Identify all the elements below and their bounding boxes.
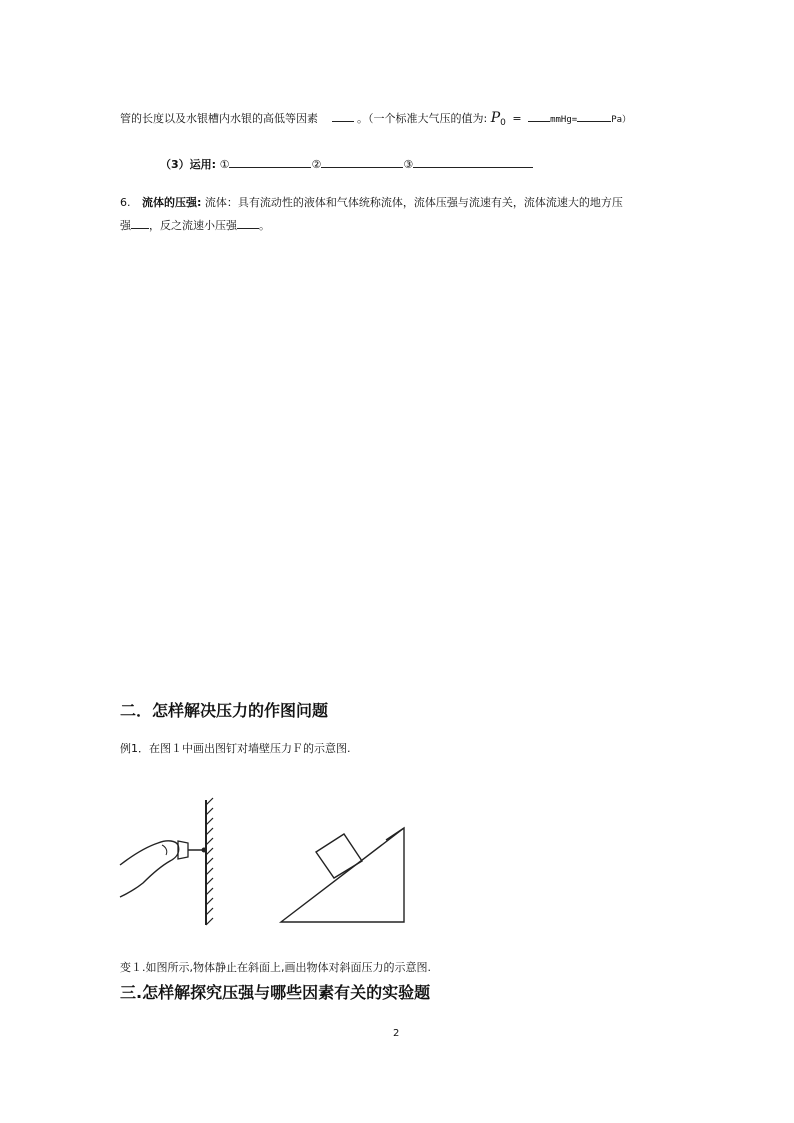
marker-3: ③ — [403, 158, 414, 171]
item-6-line-b — [120, 217, 270, 233]
thumbnail-line — [162, 845, 167, 855]
p-symbol: P — [490, 110, 501, 126]
unit-mmhg: mmHg= — [550, 115, 578, 125]
section-3-heading: 三.怎样解探究压强与哪些因素有关的实验题 — [120, 983, 431, 1002]
item-6-title: 流体的压强: — [142, 196, 202, 209]
thumbtack-wall-figure — [118, 795, 228, 935]
incline-tip — [386, 828, 404, 840]
marker-2: ② — [311, 158, 322, 171]
unit-pa: Pa） — [611, 115, 632, 125]
item-6-text-b3: 。 — [259, 219, 270, 232]
blank-5 — [321, 157, 403, 168]
blank-8 — [237, 218, 259, 229]
block-on-incline — [316, 834, 362, 878]
item-6-line-a — [120, 194, 623, 210]
item-6-text-b2: ，反之流速小压强 — [149, 219, 237, 232]
item-6-number: 6. — [120, 196, 131, 209]
tack-head — [178, 841, 188, 859]
contact-point — [202, 848, 207, 853]
item-6-text-a: 流体：具有流动性的液体和气体统称流体，流体压强与流速有关，流体流速大的地方压 — [204, 196, 623, 209]
usage-label: （3）运用: — [160, 158, 217, 171]
item-6-text-b1: 强 — [120, 219, 131, 232]
equals-sign: = — [512, 112, 522, 125]
page-number: 2 — [393, 1028, 400, 1039]
line1-period: 。（一个标准大气压的值为: — [357, 112, 488, 125]
section-2-heading: 二．怎样解决压力的作图问题 — [120, 701, 329, 720]
p-subscript: 0 — [500, 118, 506, 129]
wall-hatching — [206, 798, 213, 925]
blank-7 — [131, 218, 149, 229]
blank-6 — [413, 157, 533, 168]
incline-block-figure — [276, 820, 411, 930]
text-line-1 — [120, 110, 631, 128]
example-1-text: 例1．在图１中画出图钉对墙壁压力Ｆ的示意图. — [120, 742, 351, 755]
text-line-2 — [160, 156, 533, 172]
blank-1 — [332, 111, 354, 122]
variant-1-text: 变１.如图所示,物体静止在斜面上,画出物体对斜面压力的示意图. — [120, 961, 431, 974]
blank-4 — [229, 157, 311, 168]
blank-2 — [528, 111, 550, 122]
blank-3 — [577, 111, 611, 122]
incline-triangle — [281, 828, 404, 922]
marker-1: ① — [219, 158, 230, 171]
thumb-outline — [120, 841, 179, 897]
line1-text: 管的长度以及水银槽内水银的高低等因素 — [120, 112, 318, 125]
